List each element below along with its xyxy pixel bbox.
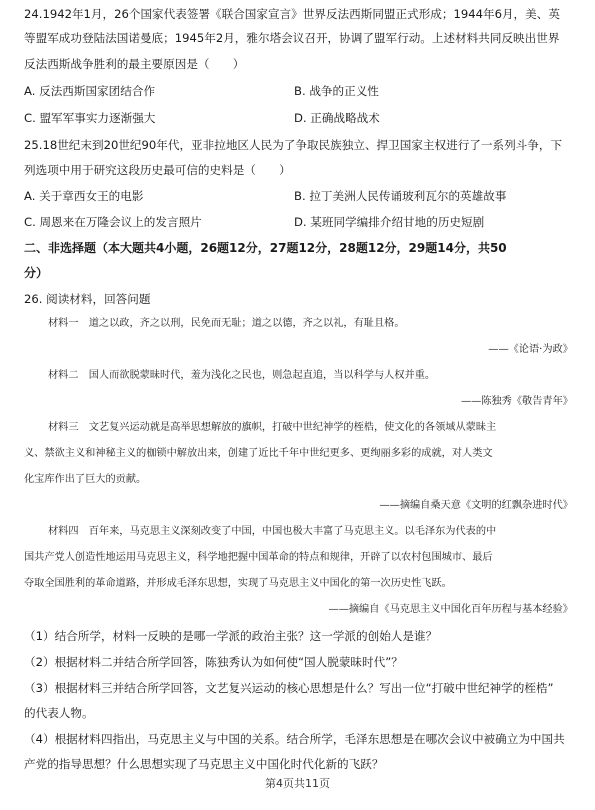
material-2-text: 材料二 国人而欲脱蒙昧时代，羞为浅化之民也，则急起直追，当以科学与人权并重。	[48, 370, 436, 381]
page-number-footer: 第4页共11页	[265, 777, 330, 790]
sub-question-3-line1: （3）根据材料三并结合所学回答，文艺复兴运动的核心思想是什么？写出一位“打破中世纪神学的桎梏”	[24, 681, 554, 695]
q24-stem-line1: 24.1942年1月，26个国家代表签署《联合国家宣言》世界反法西斯同盟正式形成；1944年6月，美、英	[24, 7, 560, 21]
q25-option-b: B. 拉丁美洲人民传诵玻利瓦尔的英雄故事	[294, 189, 507, 203]
sub-question-4-line2: 产党的指导思想？什么思想实现了马克思主义中国化时代化新的飞跃？	[24, 757, 384, 771]
q24-option-d: D. 正确战略战术	[294, 111, 380, 125]
material-1-text: 材料一 道之以政，齐之以刑，民免而无耻；道之以德，齐之以礼，有耻且格。	[48, 318, 405, 329]
section2-heading-line1: 二、非选择题（本大题共4小题，26题12分，27题12分，28题12分，29题14分，共50	[24, 241, 507, 255]
material-4-source: ——摘编自《马克思主义中国化百年历程与基本经验》	[328, 604, 573, 615]
q25-stem-line2: 列选项中用于研究这段历史最可信的史料是（ ）	[24, 163, 291, 177]
q25-stem-line1: 25.18世纪末到20世纪90年代，亚非拉地区人民为了争取民族独立、捍卫国家主权进行了一系列斗争，下	[24, 138, 563, 152]
sub-question-1: （1）结合所学，材料一反映的是哪一学派的政治主张？这一学派的创始人是谁？	[24, 629, 438, 643]
q25-option-c: C. 周恩来在万隆会议上的发言照片	[24, 215, 202, 229]
material-3-line2: 义、禁欲主义和神秘主义的枷锁中解放出来，创建了近比千年中世纪更多、更绚丽多彩的成就，对人类文	[24, 448, 493, 459]
section2-heading-line2: 分）	[24, 266, 49, 280]
material-3-line3: 化宝库作出了巨大的贡献。	[24, 474, 147, 485]
q25-option-d: D. 某班同学编排介绍甘地的历史短剧	[294, 215, 485, 229]
sub-question-3-line2: 的代表人物。	[24, 706, 94, 720]
material-3-line1: 材料三 文艺复兴运动就是高举思想解放的旗帜，打破中世纪神学的桎梏，使文化的各领域从蒙昧主	[48, 422, 497, 433]
sub-question-4-line1: （4）根据材料四指出，马克思主义与中国的关系。结合所学，毛泽东思想是在哪次会议中被确立为中国共	[24, 732, 565, 746]
sub-question-2: （2）根据材料二并结合所学回答，陈独秀认为如何使“国人脱蒙昧时代”？	[24, 655, 403, 669]
material-4-line2: 国共产党人创造性地运用马克思主义，科学地把握中国革命的特点和规律，开辟了以农村包围城市、最后	[24, 552, 493, 563]
q24-stem-line2: 等盟军成功登陆法国诺曼底；1945年2月，雅尔塔会议召开，协调了盟军行动。上述材料共同反映出世界	[24, 31, 560, 45]
q24-option-b: B. 战争的正义性	[294, 84, 379, 98]
q24-option-a: A. 反法西斯国家团结合作	[24, 84, 156, 98]
q24-stem-line3: 反法西斯战争胜利的最主要原因是（ ）	[24, 57, 245, 71]
q26-title: 26. 阅读材料，回答问题	[24, 292, 151, 306]
material-1-source: ——《论语·为政》	[488, 344, 573, 355]
material-3-source: ——摘编自桑天意《文明的红飘杂进时代》	[379, 500, 573, 511]
material-2-source: ——陈独秀《敬告青年》	[460, 396, 573, 407]
q24-option-c: C. 盟军军事实力逐渐强大	[24, 111, 156, 125]
material-4-line3: 夺取全国胜利的革命道路，并形成毛泽东思想，实现了马克思主义中国化的第一次历史性飞跃。	[24, 578, 452, 589]
material-4-line1: 材料四 百年来，马克思主义深刻改变了中国，中国也极大丰富了马克思主义。以毛泽东为代表的中	[48, 526, 497, 537]
q25-option-a: A. 关于章西女王的电影	[24, 189, 144, 203]
